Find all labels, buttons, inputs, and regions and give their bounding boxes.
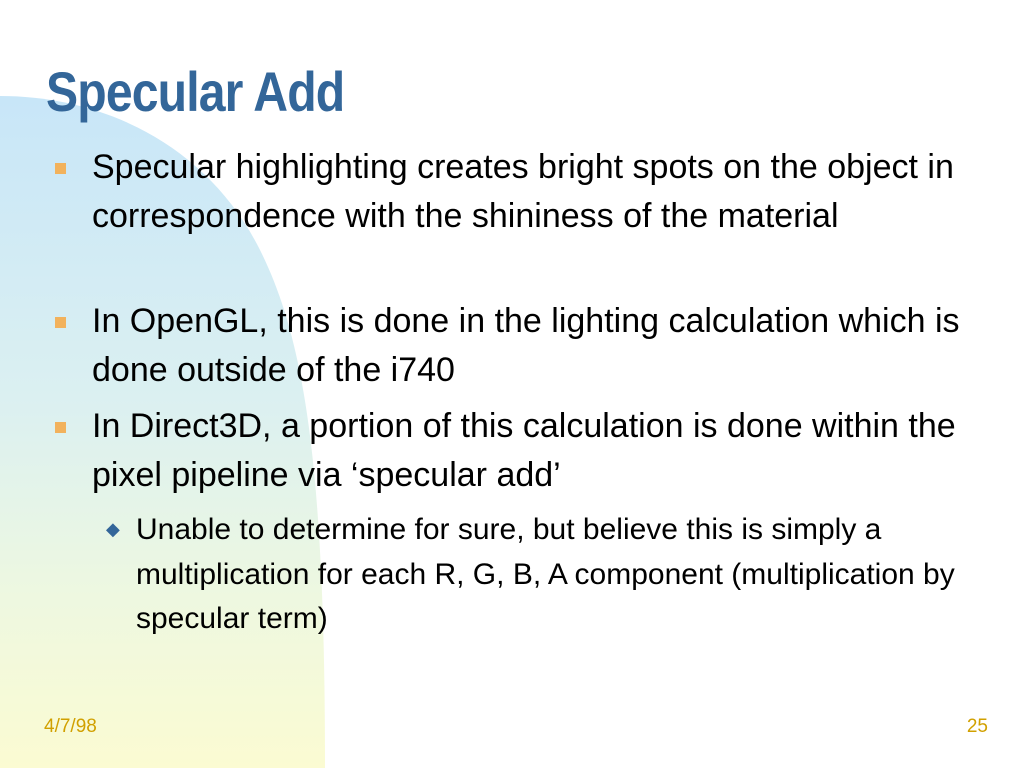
square-bullet-icon	[55, 422, 66, 433]
bullet-item	[92, 143, 972, 240]
slide-title: Specular Add	[46, 60, 345, 123]
square-bullet-icon	[55, 163, 66, 174]
bullet-text: In OpenGL, this is done in the lighting calculation which is done outside of the i740	[92, 302, 960, 389]
footer-page-number: 25	[966, 716, 988, 737]
bullet-text: Specular highlighting creates bright spots on the object in correspondence with the shininess of the material	[92, 148, 954, 235]
footer-date: 4/7/98	[44, 716, 97, 737]
square-bullet-icon	[55, 317, 66, 328]
bullet-text: In Direct3D, a portion of this calculation is done within the pixel pipeline via ‘specular add’	[92, 407, 956, 494]
bullet-item	[92, 402, 972, 499]
diamond-bullet-icon: ◆	[106, 519, 120, 539]
sub-bullet-text: Unable to determine for sure, but believe this is simply a multiplication for each R, G, B, A component (multiplication by specular term)	[136, 513, 955, 635]
bullet-item	[92, 297, 972, 394]
sub-bullet-item	[106, 508, 956, 642]
